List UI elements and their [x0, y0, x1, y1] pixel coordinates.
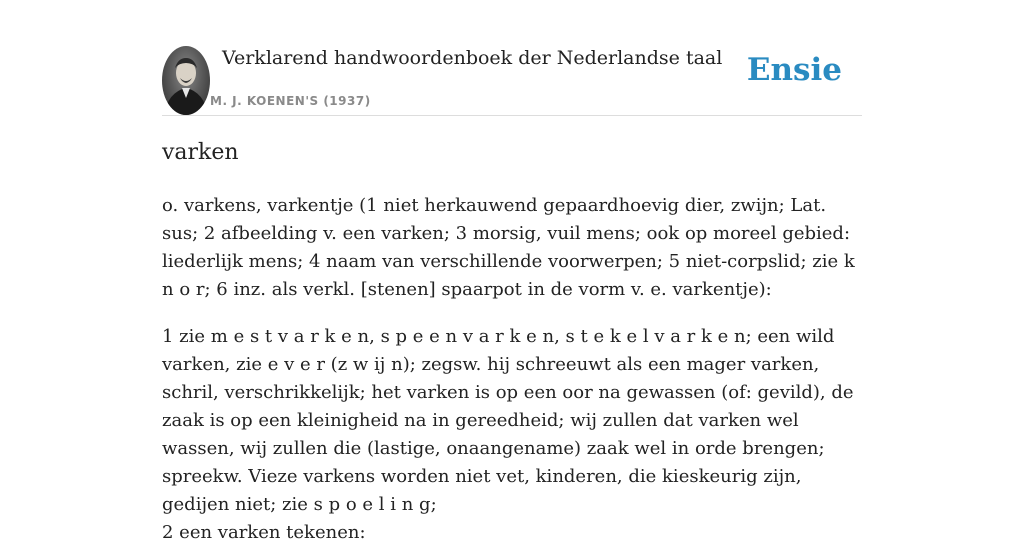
entry-definition: o. varkens, varkentje (1 niet herkauwend gepaardhoevig dier, zwijn; Lat. sus; 2 afbeelding v. een varken; 3 morsig, vuil mens; ook op moreel gebied: liederlijk mens; 4 naam van verschillende voorwerpen; 5 niet-corpslid; zie k n o r; 6 inz. als verkl. [stenen] spaarpot in de vorm v. e. varkentje): [162, 195, 855, 300]
author-portrait-icon [162, 46, 210, 115]
dictionary-title: Verklarend handwoordenboek der Nederlandse taal [222, 47, 723, 69]
header-divider [162, 115, 862, 116]
brand-logo-link[interactable]: Ensie [746, 52, 842, 88]
entry-content [162, 192, 862, 547]
site-header [162, 40, 862, 116]
entry-sense-1: 1 zie m e s t v a r k e n, s p e e n v a r k e n, s t e k e l v a r k e n; een wild varken, zie e v e r (z w ij n); zegsw. hij schreeuwt als een mager varken, schril, verschrikkelijk; het varken is op een oor na gewassen (of: gevild), de zaak is op een kleinigheid na in gereedheid; wij zullen dat varken wel wassen, wij zullen die (lastige, onaangename) zaak wel in orde brengen; spreekw. Vieze varkens worden niet vet, kinderen, die kieskeurig zijn, gedijen niet; zie s p o e l i n g; [162, 326, 854, 515]
entry-headword: varken [162, 140, 239, 165]
entry-sense-2: 2 een varken tekenen: [162, 522, 366, 543]
dictionary-author: M. J. KOENEN'S (1937) [210, 94, 371, 108]
